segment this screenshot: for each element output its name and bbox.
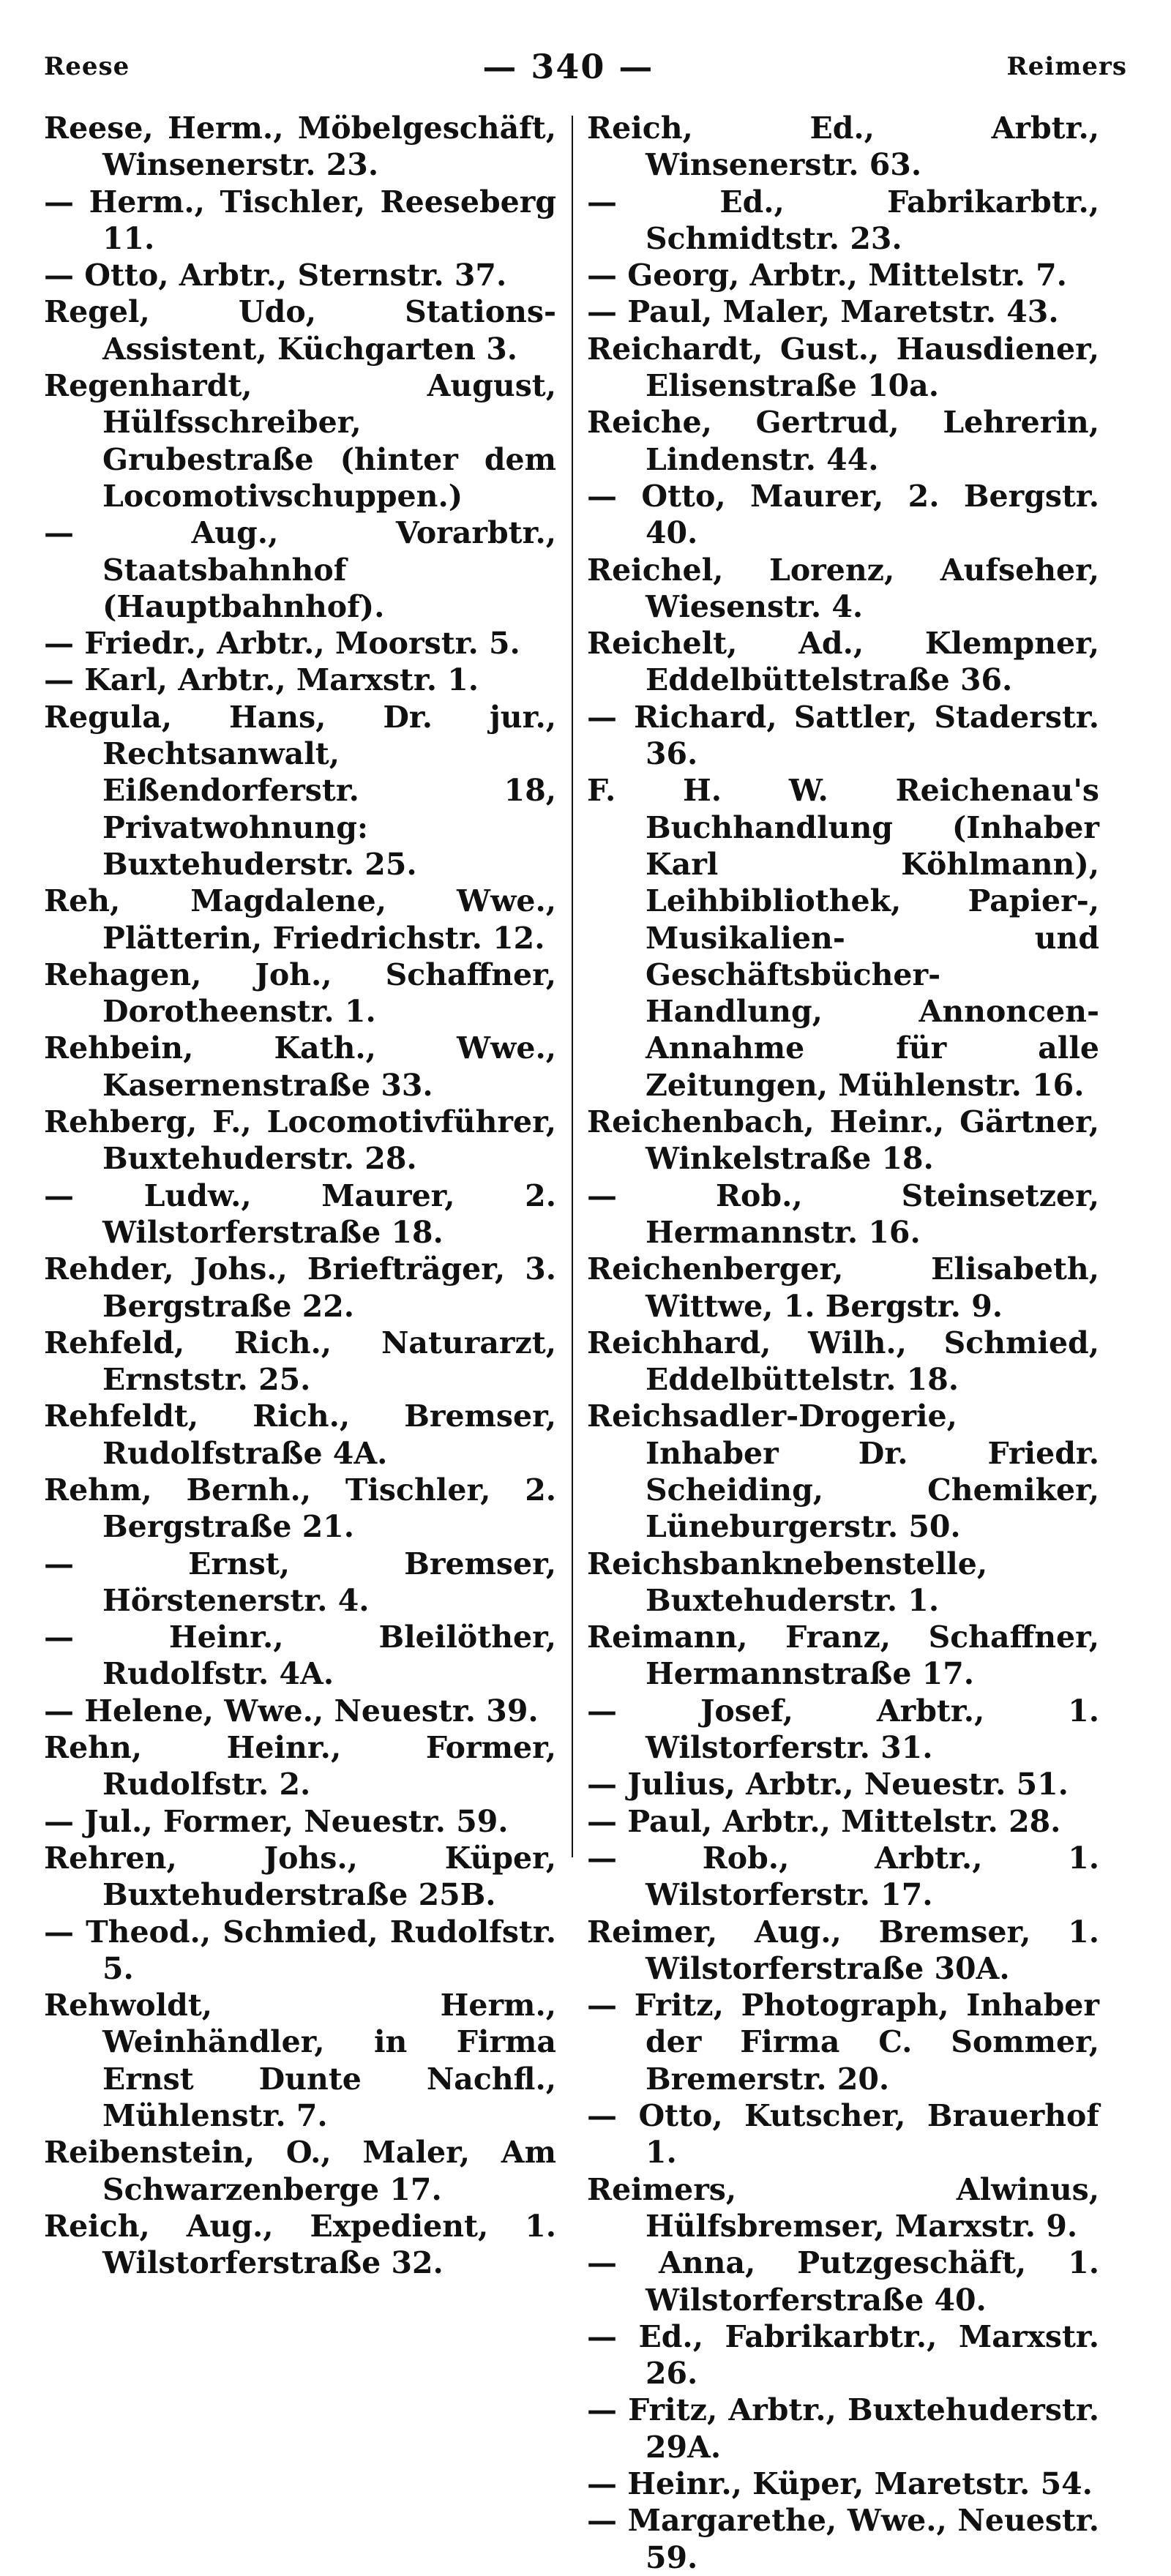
- directory-entry: — Aug., Vorarbtr., Staatsbahnhof (Hauptbahnhof).: [44, 515, 556, 624]
- directory-entry: Reichsbanknebenstelle, Buxtehuderstr. 1.: [587, 1546, 988, 1618]
- directory-entry: Rehren, Johs., Küper, Buxtehuderstraße 25B.: [44, 1840, 556, 1913]
- directory-entry: Reich, Aug., Expedient, 1. Wilstorferstraße 32.: [44, 2208, 556, 2281]
- directory-entry: Reimann, Franz, Schaffner, Hermannstraße 17.: [587, 1620, 1099, 1692]
- directory-entry: — Heinr., Küper, Maretstr. 54.: [587, 2466, 1093, 2501]
- directory-entry: Rehfeld, Rich., Naturarzt, Ernststr. 25.: [44, 1325, 556, 1398]
- directory-entry: Rehberg, F., Locomotivführer, Buxtehuderstr. 28.: [44, 1104, 556, 1177]
- directory-entry: — Ed., Fabrikarbtr., Marxstr. 26.: [587, 2318, 1099, 2392]
- directory-entry: — Ernst, Bremser, Hörstenerstr. 4.: [44, 1546, 556, 1618]
- directory-entry: Reich, Ed., Arbtr., Winsenerstr. 63.: [587, 111, 1099, 183]
- page-header: [44, 41, 1127, 92]
- column-divider: [572, 116, 573, 1857]
- directory-entry: Regenhardt, August, Hülfsschreiber, Grubestraße (hinter dem Locomotivschuppen.): [44, 368, 556, 514]
- directory-entry: — Rob., Steinsetzer, Hermannstr. 16.: [587, 1177, 1099, 1250]
- directory-entry: Rehbein, Kath., Wwe., Kasernenstraße 33.: [44, 1030, 556, 1103]
- directory-entry: — Herm., Tischler, Reeseberg 11.: [44, 184, 556, 256]
- directory-entry: Reibenstein, O., Maler, Am Schwarzenberge 17.: [44, 2135, 556, 2207]
- left-column: [44, 110, 556, 2282]
- directory-entry: Reichel, Lorenz, Aufseher, Wiesenstr. 4.: [587, 552, 1099, 624]
- page-number: — 340 —: [482, 47, 654, 86]
- directory-entry: Reichenberger, Elisabeth, Wittwe, 1. Bergstr. 9.: [587, 1251, 1099, 1324]
- directory-entry: — Karl, Arbtr., Marxstr. 1.: [44, 662, 479, 698]
- directory-entry: Regel, Udo, Stations-Assistent, Küchgarten 3.: [44, 294, 556, 367]
- directory-entry: — Paul, Arbtr., Mittelstr. 28.: [587, 1803, 1061, 1839]
- directory-entry: Rehn, Heinr., Former, Rudolfstr. 2.: [44, 1730, 556, 1802]
- directory-entry: — Friedr., Arbtr., Moorstr. 5.: [44, 626, 520, 662]
- directory-entry: Rehagen, Joh., Schaffner, Dorotheenstr. 1.: [44, 956, 556, 1030]
- directory-entry: — Fritz, Photograph, Inhaber der Firma C. Sommer, Bremerstr. 20.: [587, 1988, 1099, 2097]
- directory-entry: — Otto, Arbtr., Sternstr. 37.: [44, 258, 507, 293]
- directory-entry: — Otto, Kutscher, Brauerhof 1.: [587, 2098, 1099, 2171]
- directory-entry: Reichsadler-Drogerie, Inhaber Dr. Friedr. Scheiding, Chemiker, Lüneburgerstr. 50.: [587, 1399, 1099, 1545]
- right-column: [587, 110, 1099, 2576]
- directory-entry: Reiche, Gertrud, Lehrerin, Lindenstr. 44.: [587, 405, 1099, 477]
- directory-entry: — Josef, Arbtr., 1. Wilstorferstr. 31.: [587, 1693, 1099, 1766]
- directory-entry: — Margarethe, Wwe., Neuestr. 59.: [587, 2503, 1099, 2575]
- directory-entry: — Rob., Arbtr., 1. Wilstorferstr. 17.: [587, 1840, 1099, 1913]
- directory-entry: Regula, Hans, Dr. jur., Rechtsanwalt, Eißendorferstr. 18, Privatwohnung: Buxtehuderstr. 25.: [44, 699, 556, 882]
- directory-entry: Reimers, Alwinus, Hülfsbremser, Marxstr. 9.: [587, 2171, 1099, 2244]
- directory-entry: — Fritz, Arbtr., Buxtehuderstr. 29A.: [587, 2392, 1099, 2465]
- directory-entry: Rehwoldt, Herm., Weinhändler, in Firma Ernst Dunte Nachfl., Mühlenstr. 7.: [44, 1988, 556, 2134]
- directory-entry: — Helene, Wwe., Neuestr. 39.: [44, 1693, 539, 1729]
- directory-entry: — Otto, Maurer, 2. Bergstr. 40.: [587, 478, 1099, 551]
- directory-entry: Rehm, Bernh., Tischler, 2. Bergstraße 21.: [44, 1472, 556, 1545]
- directory-entry: Reimer, Aug., Bremser, 1. Wilstorferstraße 30A.: [587, 1914, 1099, 1986]
- directory-entry: Rehfeldt, Rich., Bremser, Rudolfstraße 4A.: [44, 1399, 556, 1471]
- directory-entry: F. H. W. Reichenau's Buchhandlung (Inhaber Karl Köhlmann), Leihbibliothek, Papier-, Musikalien- und Geschäftsbücher-Handlung, Annoncen-Annahme für alle Zeitungen, Mühlenstr. 16.: [587, 773, 1099, 1103]
- directory-entry: — Georg, Arbtr., Mittelstr. 7.: [587, 258, 1067, 293]
- directory-entry: — Jul., Former, Neuestr. 59.: [44, 1803, 509, 1839]
- header-left-catchword: Reese: [44, 52, 130, 81]
- directory-entry: Reichardt, Gust., Hausdiener, Elisenstraße 10a.: [587, 331, 1099, 404]
- directory-entry: — Richard, Sattler, Staderstr. 36.: [587, 699, 1099, 772]
- directory-entry: Reichelt, Ad., Klempner, Eddelbüttelstraße 36.: [587, 626, 1099, 698]
- directory-entry: Reh, Magdalene, Wwe., Plätterin, Friedrichstr. 12.: [44, 883, 556, 956]
- directory-entry: — Theod., Schmied, Rudolfstr. 5.: [44, 1914, 556, 1986]
- directory-entry: — Anna, Putzgeschäft, 1. Wilstorferstraße 40.: [587, 2245, 1099, 2318]
- directory-entry: — Julius, Arbtr., Neuestr. 51.: [587, 1767, 1069, 1802]
- directory-entry: Reichenbach, Heinr., Gärtner, Winkelstraße 18.: [587, 1104, 1099, 1177]
- directory-entry: Reichhard, Wilh., Schmied, Eddelbüttelstr. 18.: [587, 1325, 1099, 1398]
- directory-entry: — Paul, Maler, Maretstr. 43.: [587, 294, 1059, 330]
- directory-entry: Rehder, Johs., Briefträger, 3. Bergstraße 22.: [44, 1251, 556, 1324]
- directory-entry: — Ludw., Maurer, 2. Wilstorferstraße 18.: [44, 1177, 556, 1250]
- directory-entry: — Heinr., Bleilöther, Rudolfstr. 4A.: [44, 1620, 556, 1692]
- directory-entry: Reese, Herm., Möbelgeschäft, Winsenerstr. 23.: [44, 111, 556, 183]
- header-right-catchword: Reimers: [1006, 52, 1127, 81]
- directory-entry: — Ed., Fabrikarbtr., Schmidtstr. 23.: [587, 184, 1099, 256]
